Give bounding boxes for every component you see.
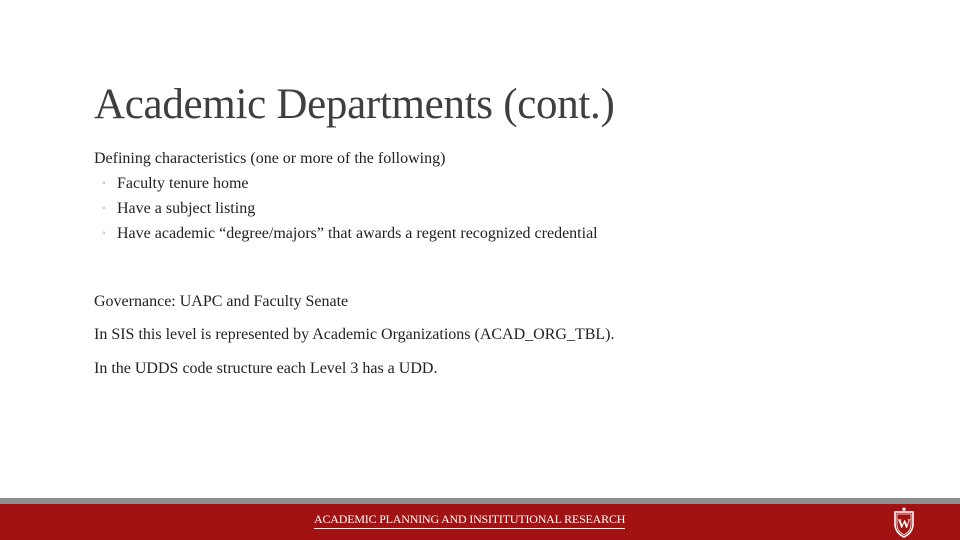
- bullet-list: [94, 171, 894, 246]
- intro-text: Defining characteristics (one or more of the following): [94, 150, 446, 167]
- list-item: [94, 196, 894, 221]
- governance-text: Governance: UAPC and Faculty Senate: [94, 293, 349, 310]
- bullet-icon: ◦: [102, 203, 106, 214]
- list-item: [94, 221, 894, 246]
- bullet-icon: ◦: [102, 178, 106, 189]
- footer-text: [314, 512, 625, 527]
- sis-text: In SIS this level is represented by Academic Organizations (ACAD_ORG_TBL).: [94, 326, 615, 343]
- list-item: [94, 171, 894, 196]
- crest-letter: W: [897, 516, 911, 531]
- footer-underline: [314, 528, 625, 529]
- bullet-text: Have a subject listing: [117, 200, 256, 217]
- bullet-icon: ◦: [102, 228, 106, 239]
- udds-text: In the UDDS code structure each Level 3 has a UDD.: [94, 360, 438, 377]
- footer-label: ACADEMIC PLANNING AND INSITITUTIONAL RESEARCH: [314, 512, 626, 526]
- bullet-text: Faculty tenure home: [117, 175, 249, 192]
- slide-body: [94, 149, 894, 377]
- bullet-text: Have academic “degree/majors” that awards a regent recognized credential: [117, 225, 598, 242]
- slide-title: Academic Departments (cont.): [94, 81, 615, 128]
- uw-crest-icon: [892, 506, 916, 538]
